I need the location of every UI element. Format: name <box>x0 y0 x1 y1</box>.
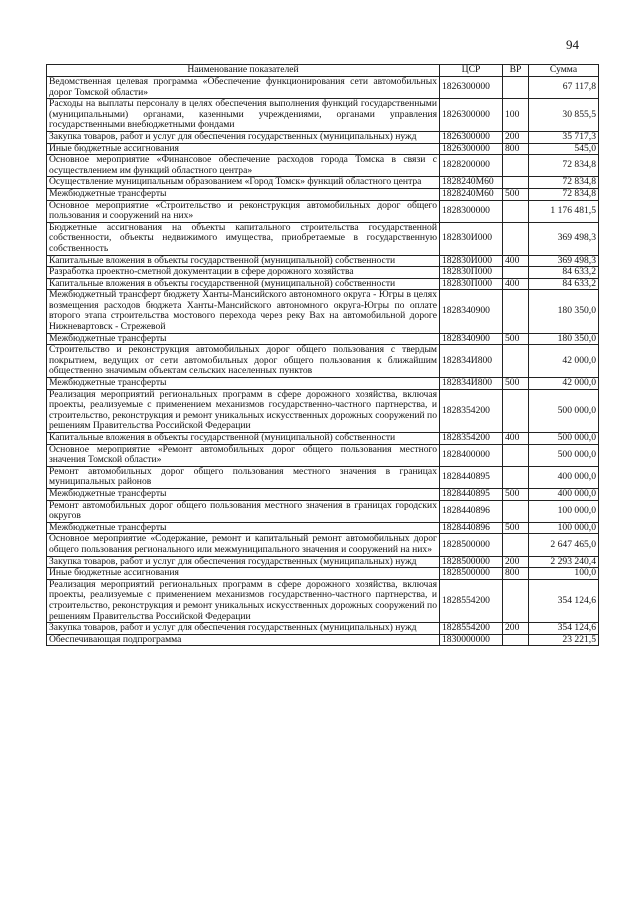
table-row <box>47 466 599 488</box>
cell-sum: 2 293 240,4 <box>529 556 599 568</box>
cell-name: Иные бюджетные ассигнования <box>47 143 440 155</box>
cell-csr: 1828440896 <box>440 522 503 534</box>
cell-name: Межбюджетные трансферты <box>47 188 440 200</box>
cell-sum: 100 000,0 <box>529 500 599 522</box>
cell-csr: 182830П000 <box>440 278 503 290</box>
cell-vr: 400 <box>503 278 529 290</box>
table-row <box>47 99 599 132</box>
cell-vr: 400 <box>503 255 529 267</box>
table-row <box>47 522 599 534</box>
cell-vr <box>503 177 529 189</box>
cell-csr: 1828440896 <box>440 500 503 522</box>
cell-name: Межбюджетные трансферты <box>47 488 440 500</box>
header-sum: Сумма <box>529 65 599 77</box>
table-row <box>47 155 599 177</box>
cell-name: Капитальные вложения в объекты государственной (муниципальной) собственности <box>47 433 440 445</box>
header-csr: ЦСР <box>440 65 503 77</box>
table-row <box>47 278 599 290</box>
cell-name: Бюджетные ассигнования на объекты капитального строительства государственной собственности, объекты недвижимого имущества, приобретаемые в государственную собственность <box>47 222 440 255</box>
cell-name: Закупка товаров, работ и услуг для обеспечения государственных (муниципальных) нужд <box>47 131 440 143</box>
cell-sum: 30 855,5 <box>529 99 599 132</box>
cell-sum: 400 000,0 <box>529 466 599 488</box>
table-row <box>47 623 599 635</box>
cell-sum: 100 000,0 <box>529 522 599 534</box>
cell-vr: 100 <box>503 99 529 132</box>
table-row <box>47 290 599 333</box>
table-row <box>47 131 599 143</box>
cell-sum: 1 176 481,5 <box>529 200 599 222</box>
cell-vr <box>503 500 529 522</box>
cell-csr: 1828340900 <box>440 333 503 345</box>
cell-vr: 500 <box>503 522 529 534</box>
cell-csr: 182830П000 <box>440 267 503 279</box>
cell-vr: 400 <box>503 433 529 445</box>
cell-csr: 182834И800 <box>440 378 503 390</box>
table-row <box>47 267 599 279</box>
cell-csr: 1826300000 <box>440 99 503 132</box>
cell-name: Межбюджетный трансферт бюджету Ханты-Мансийского автономного округа - Югры в целях возмещения расходов бюджета Ханты-Мансийского автономного округа-Югры по оплате второго этапа строительства мостового перехода через реку Вах на автомобильной дороге Нижневартовск - Стрежевой <box>47 290 440 333</box>
cell-vr: 800 <box>503 143 529 155</box>
cell-name: Иные бюджетные ассигнования <box>47 568 440 580</box>
cell-name: Основное мероприятие «Строительство и реконструкция автомобильных дорог общего пользования и сооружений на них» <box>47 200 440 222</box>
cell-sum: 500 000,0 <box>529 444 599 466</box>
cell-vr: 500 <box>503 488 529 500</box>
header-vr: ВР <box>503 65 529 77</box>
table-row <box>47 433 599 445</box>
cell-name: Межбюджетные трансферты <box>47 522 440 534</box>
cell-sum: 23 221,5 <box>529 634 599 646</box>
cell-name: Основное мероприятие «Финансовое обеспечение расходов города Томска в связи с осуществлением им функций областного центра» <box>47 155 440 177</box>
cell-name: Капитальные вложения в объекты государственной (муниципальной) собственности <box>47 255 440 267</box>
cell-vr <box>503 200 529 222</box>
cell-csr: 1828440895 <box>440 488 503 500</box>
table-row <box>47 177 599 189</box>
cell-csr: 1828240М60 <box>440 177 503 189</box>
cell-vr <box>503 444 529 466</box>
cell-csr: 182830И000 <box>440 222 503 255</box>
cell-sum: 369 498,3 <box>529 255 599 267</box>
cell-name: Обеспечивающая подпрограмма <box>47 634 440 646</box>
cell-vr <box>503 466 529 488</box>
table-row <box>47 77 599 99</box>
cell-sum: 354 124,6 <box>529 623 599 635</box>
cell-csr: 1828400000 <box>440 444 503 466</box>
table-row <box>47 143 599 155</box>
cell-csr: 1828300000 <box>440 200 503 222</box>
cell-sum: 72 834,8 <box>529 155 599 177</box>
cell-name: Ведомственная целевая программа «Обеспечение функционирования сети автомобильных дорог Томской области» <box>47 77 440 99</box>
cell-csr: 1828500000 <box>440 568 503 580</box>
header-name: Наименование показателей <box>47 65 440 77</box>
cell-vr <box>503 267 529 279</box>
table-row <box>47 378 599 390</box>
cell-sum: 42 000,0 <box>529 378 599 390</box>
cell-sum: 180 350,0 <box>529 290 599 333</box>
page-number: 94 <box>566 37 579 52</box>
cell-name: Основное мероприятие «Содержание, ремонт и капитальный ремонт автомобильных дорог общего пользования регионального или межмуниципального значения и сооружений на них» <box>47 534 440 556</box>
cell-csr: 1828500000 <box>440 534 503 556</box>
cell-vr <box>503 579 529 622</box>
cell-sum: 400 000,0 <box>529 488 599 500</box>
cell-name: Разработка проектно-сметной документации в сфере дорожного хозяйства <box>47 267 440 279</box>
cell-vr <box>503 290 529 333</box>
cell-csr: 1828554200 <box>440 579 503 622</box>
cell-sum: 67 117,8 <box>529 77 599 99</box>
table-row <box>47 500 599 522</box>
cell-name: Осуществление муниципальным образованием «Город Томск» функций областного центра <box>47 177 440 189</box>
cell-vr: 500 <box>503 188 529 200</box>
cell-csr: 182834И800 <box>440 345 503 378</box>
cell-vr <box>503 155 529 177</box>
cell-vr <box>503 634 529 646</box>
cell-csr: 1828200000 <box>440 155 503 177</box>
table-row <box>47 333 599 345</box>
cell-name: Основное мероприятие «Ремонт автомобильных дорог общего пользования местного значения Томской области» <box>47 444 440 466</box>
cell-sum: 72 834,8 <box>529 188 599 200</box>
cell-csr: 1828354200 <box>440 433 503 445</box>
cell-sum: 545,0 <box>529 143 599 155</box>
cell-vr <box>503 534 529 556</box>
cell-csr: 1826300000 <box>440 143 503 155</box>
table-row <box>47 568 599 580</box>
cell-name: Ремонт автомобильных дорог общего пользования местного значения в границах муниципальных районов <box>47 466 440 488</box>
cell-sum: 369 498,3 <box>529 222 599 255</box>
cell-vr: 200 <box>503 623 529 635</box>
table-row <box>47 345 599 378</box>
table-row <box>47 255 599 267</box>
cell-sum: 72 834,8 <box>529 177 599 189</box>
cell-sum: 100,0 <box>529 568 599 580</box>
cell-vr: 200 <box>503 131 529 143</box>
cell-name: Закупка товаров, работ и услуг для обеспечения государственных (муниципальных) нужд <box>47 623 440 635</box>
table-row <box>47 200 599 222</box>
cell-name: Реализация мероприятий региональных программ в сфере дорожного хозяйства, включая проекты, реализуемые с применением механизмов государственно-частного партнерства, и строительство, реконструкция и ремонт уникальных искусственных дорожных сооружений по решениям Правительства Российской Федерации <box>47 389 440 432</box>
cell-sum: 2 647 465,0 <box>529 534 599 556</box>
cell-name: Строительство и реконструкция автомобильных дорог общего пользования с твердым покрытием, ведущих от сети автомобильных дорог общего пользования к ближайшим общественно значимым объектам сельских населенных пунктов <box>47 345 440 378</box>
table-body <box>47 77 599 646</box>
cell-csr: 1828354200 <box>440 389 503 432</box>
cell-csr: 1828440895 <box>440 466 503 488</box>
cell-csr: 1828554200 <box>440 623 503 635</box>
cell-name: Ремонт автомобильных дорог общего пользования местного значения в границах городских округов <box>47 500 440 522</box>
cell-csr: 1826300000 <box>440 77 503 99</box>
cell-vr <box>503 345 529 378</box>
cell-sum: 42 000,0 <box>529 345 599 378</box>
cell-name: Капитальные вложения в объекты государственной (муниципальной) собственности <box>47 278 440 290</box>
budget-table <box>46 64 599 646</box>
cell-sum: 180 350,0 <box>529 333 599 345</box>
cell-sum: 84 633,2 <box>529 267 599 279</box>
cell-vr <box>503 389 529 432</box>
table-header-row <box>47 65 599 77</box>
cell-vr: 500 <box>503 333 529 345</box>
cell-csr: 1830000000 <box>440 634 503 646</box>
cell-sum: 84 633,2 <box>529 278 599 290</box>
cell-vr: 500 <box>503 378 529 390</box>
table-row <box>47 634 599 646</box>
cell-vr: 800 <box>503 568 529 580</box>
table-row <box>47 222 599 255</box>
cell-vr: 200 <box>503 556 529 568</box>
table-row <box>47 444 599 466</box>
cell-name: Межбюджетные трансферты <box>47 378 440 390</box>
cell-csr: 1828500000 <box>440 556 503 568</box>
cell-sum: 35 717,3 <box>529 131 599 143</box>
table-row <box>47 188 599 200</box>
cell-csr: 1826300000 <box>440 131 503 143</box>
cell-csr: 182830И000 <box>440 255 503 267</box>
cell-csr: 1828240М60 <box>440 188 503 200</box>
cell-name: Закупка товаров, работ и услуг для обеспечения государственных (муниципальных) нужд <box>47 556 440 568</box>
cell-sum: 500 000,0 <box>529 389 599 432</box>
cell-csr: 1828340900 <box>440 290 503 333</box>
table-row <box>47 488 599 500</box>
cell-name: Расходы на выплаты персоналу в целях обеспечения выполнения функций государственными (муниципальными) органами, казенными учреждениями, органами управления государственными внебюджетными фондами <box>47 99 440 132</box>
cell-sum: 354 124,6 <box>529 579 599 622</box>
table-row <box>47 389 599 432</box>
cell-vr <box>503 77 529 99</box>
table-row <box>47 556 599 568</box>
cell-vr <box>503 222 529 255</box>
table-row <box>47 534 599 556</box>
cell-name: Межбюджетные трансферты <box>47 333 440 345</box>
cell-sum: 500 000,0 <box>529 433 599 445</box>
table-row <box>47 579 599 622</box>
cell-name: Реализация мероприятий региональных программ в сфере дорожного хозяйства, включая проекты, реализуемые с применением механизмов государственно-частного партнерства, и строительство, реконструкция и ремонт уникальных искусственных дорожных сооружений по решениям Правительства Российской Федерации <box>47 579 440 622</box>
